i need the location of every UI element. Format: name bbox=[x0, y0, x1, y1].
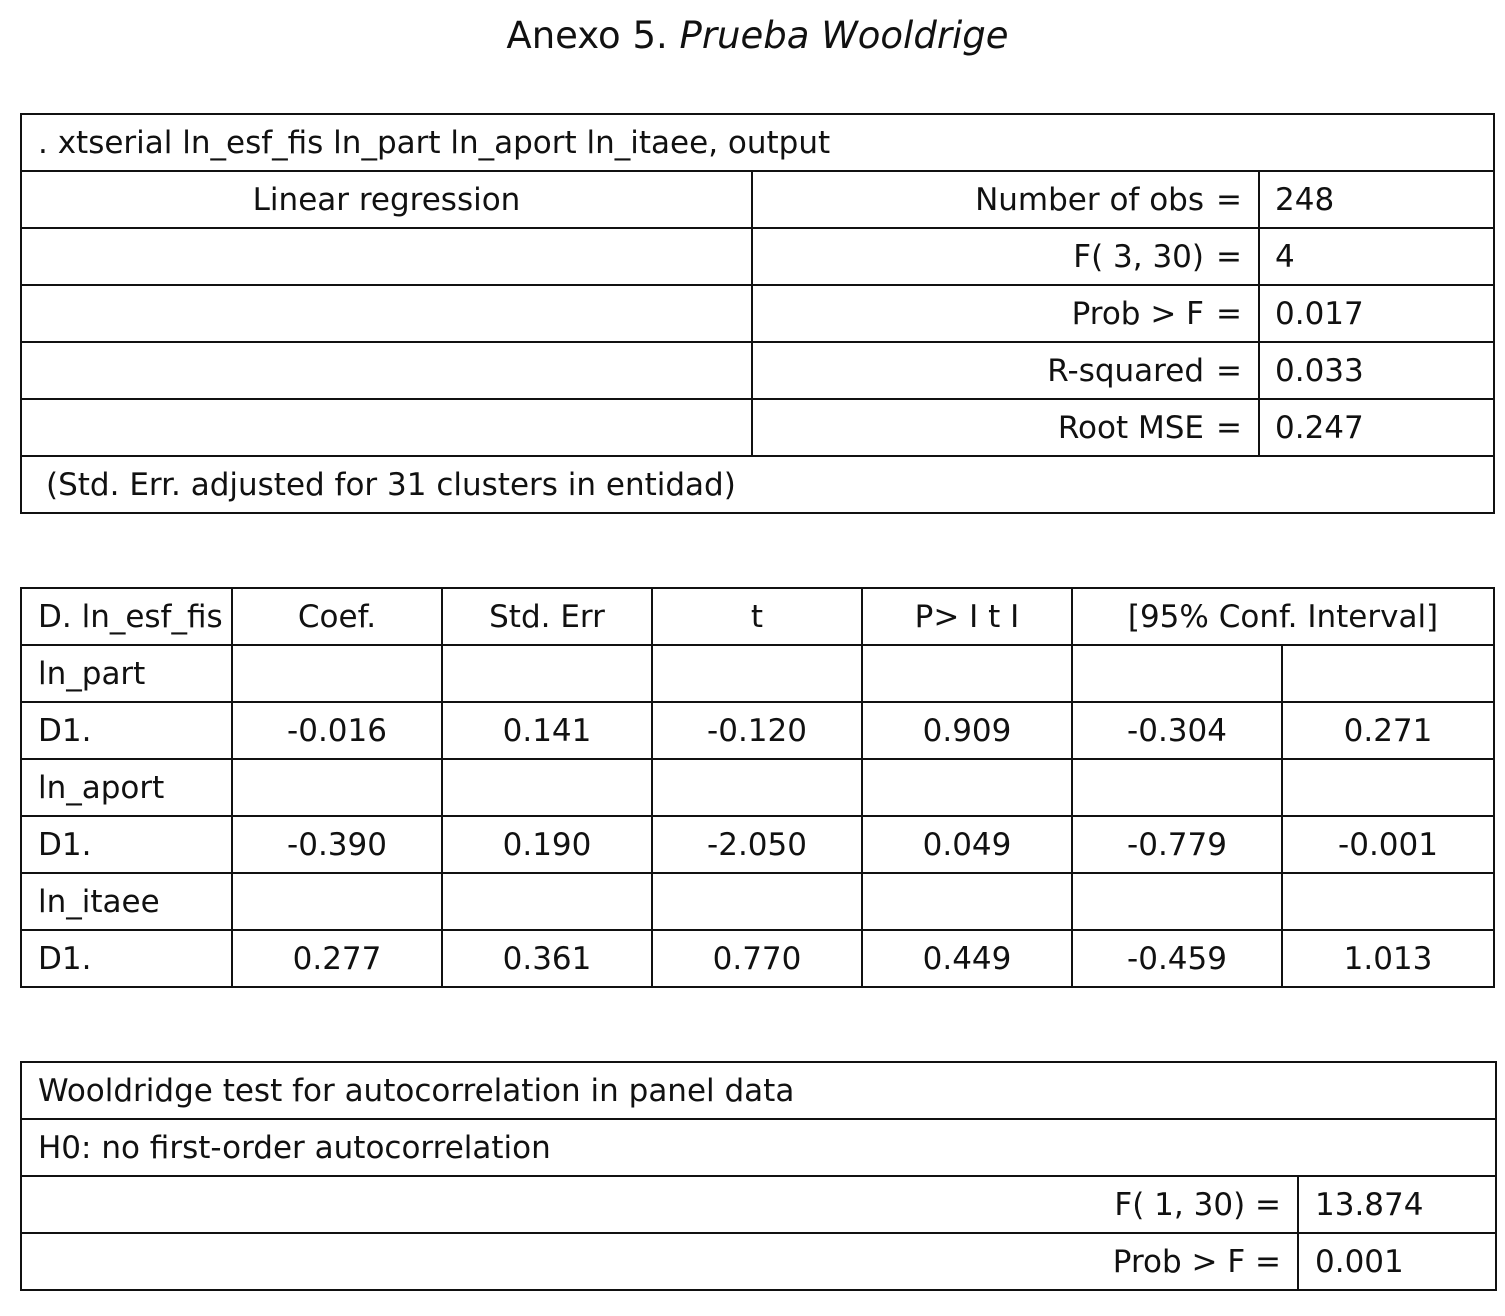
stat-equals: = bbox=[1216, 181, 1242, 218]
stat-label-cell bbox=[752, 285, 1259, 342]
variable-group-row bbox=[21, 645, 1494, 702]
stat-label: Number of obs bbox=[975, 181, 1204, 218]
stat-equals: = bbox=[1216, 238, 1242, 275]
variable-group-row bbox=[21, 759, 1494, 816]
empty-cell bbox=[652, 645, 862, 702]
ci-low-cell: -0.304 bbox=[1072, 702, 1282, 759]
header-t: t bbox=[652, 588, 862, 645]
empty-cell bbox=[652, 873, 862, 930]
variable-name: ln_itaee bbox=[21, 873, 232, 930]
t-cell: 0.770 bbox=[652, 930, 862, 987]
summary-stat-row bbox=[21, 228, 1494, 285]
empty-cell bbox=[862, 645, 1072, 702]
table-row bbox=[21, 702, 1494, 759]
summary-stat-row bbox=[21, 285, 1494, 342]
empty-cell bbox=[442, 873, 652, 930]
header-p-value: P> I t I bbox=[862, 588, 1072, 645]
coef-cell: 0.277 bbox=[232, 930, 442, 987]
test-stat-value: 13.874 bbox=[1298, 1176, 1496, 1233]
p-value-cell: 0.909 bbox=[862, 702, 1072, 759]
std-err-cell: 0.141 bbox=[442, 702, 652, 759]
ci-high-cell: -0.001 bbox=[1282, 816, 1494, 873]
row-label: D1. bbox=[21, 702, 232, 759]
empty-cell bbox=[1282, 645, 1494, 702]
ci-high-cell: 1.013 bbox=[1282, 930, 1494, 987]
empty-cell bbox=[1072, 873, 1282, 930]
command-row bbox=[21, 114, 1494, 171]
stat-label: R-squared bbox=[1047, 352, 1204, 389]
variable-group-row bbox=[21, 873, 1494, 930]
empty-cell bbox=[21, 399, 752, 456]
summary-stat-row bbox=[21, 342, 1494, 399]
header-coef: Coef. bbox=[232, 588, 442, 645]
p-value-cell: 0.049 bbox=[862, 816, 1072, 873]
stat-label: Root MSE bbox=[1057, 409, 1204, 446]
test-stat-label: Prob > F = bbox=[21, 1233, 1298, 1290]
stat-label-cell bbox=[752, 228, 1259, 285]
stat-value-cell: 0.033 bbox=[1259, 342, 1494, 399]
empty-cell bbox=[442, 645, 652, 702]
stat-label-cell bbox=[752, 171, 1259, 228]
empty-cell bbox=[21, 228, 752, 285]
title-prefix: Anexo 5. bbox=[506, 14, 680, 57]
stat-label: F( 3, 30) bbox=[1073, 238, 1204, 275]
header-std-err: Std. Err bbox=[442, 588, 652, 645]
ci-high-cell: 0.271 bbox=[1282, 702, 1494, 759]
empty-cell bbox=[1282, 873, 1494, 930]
coefficients-table bbox=[20, 587, 1495, 988]
empty-cell bbox=[21, 342, 752, 399]
row-label: D1. bbox=[21, 816, 232, 873]
test-stat-row bbox=[21, 1233, 1496, 1290]
empty-cell bbox=[21, 285, 752, 342]
note-row bbox=[21, 456, 1494, 513]
hypothesis-row bbox=[21, 1119, 1496, 1176]
summary-stat-row bbox=[21, 399, 1494, 456]
stat-value-cell: 248 bbox=[1259, 171, 1494, 228]
empty-cell bbox=[1072, 759, 1282, 816]
stat-label-cell bbox=[752, 342, 1259, 399]
t-cell: -0.120 bbox=[652, 702, 862, 759]
table-row bbox=[21, 930, 1494, 987]
p-value-cell: 0.449 bbox=[862, 930, 1072, 987]
coef-cell: -0.016 bbox=[232, 702, 442, 759]
command-cell: . xtserial ln_esf_fis ln_part ln_aport ln_itaee, output bbox=[21, 114, 1494, 171]
header-row bbox=[21, 588, 1494, 645]
summary-stat-row bbox=[21, 171, 1494, 228]
title-italic: Prueba Wooldrige bbox=[679, 14, 1009, 57]
row-label: D1. bbox=[21, 930, 232, 987]
null-hypothesis: H0: no first-order autocorrelation bbox=[21, 1119, 1496, 1176]
stat-equals: = bbox=[1216, 352, 1242, 389]
coef-cell: -0.390 bbox=[232, 816, 442, 873]
std-err-cell: 0.361 bbox=[442, 930, 652, 987]
stat-value-cell: 0.247 bbox=[1259, 399, 1494, 456]
ci-low-cell: -0.459 bbox=[1072, 930, 1282, 987]
header-dependent-var: D. ln_esf_fis bbox=[21, 588, 232, 645]
empty-cell bbox=[1282, 759, 1494, 816]
stat-value-cell: 0.017 bbox=[1259, 285, 1494, 342]
test-stat-value: 0.001 bbox=[1298, 1233, 1496, 1290]
regression-summary-table bbox=[20, 113, 1495, 514]
test-stat-label: F( 1, 30) = bbox=[21, 1176, 1298, 1233]
test-title: Wooldridge test for autocorrelation in panel data bbox=[21, 1062, 1496, 1119]
std-err-cell: 0.190 bbox=[442, 816, 652, 873]
variable-name: ln_aport bbox=[21, 759, 232, 816]
empty-cell bbox=[1072, 645, 1282, 702]
stat-equals: = bbox=[1216, 409, 1242, 446]
test-title-row bbox=[21, 1062, 1496, 1119]
empty-cell bbox=[652, 759, 862, 816]
empty-cell bbox=[232, 873, 442, 930]
stat-label-cell bbox=[752, 399, 1259, 456]
stat-value-cell: 4 bbox=[1259, 228, 1494, 285]
stat-equals: = bbox=[1216, 295, 1242, 332]
wooldridge-test-table bbox=[20, 1061, 1497, 1291]
page-title bbox=[0, 14, 1505, 57]
ci-low-cell: -0.779 bbox=[1072, 816, 1282, 873]
empty-cell bbox=[232, 759, 442, 816]
variable-name: ln_part bbox=[21, 645, 232, 702]
empty-cell bbox=[862, 873, 1072, 930]
empty-cell bbox=[442, 759, 652, 816]
stat-label: Prob > F bbox=[1071, 295, 1204, 332]
table-row bbox=[21, 816, 1494, 873]
model-type-cell: Linear regression bbox=[21, 171, 752, 228]
test-stat-row bbox=[21, 1176, 1496, 1233]
t-cell: -2.050 bbox=[652, 816, 862, 873]
empty-cell bbox=[232, 645, 442, 702]
clusters-note: (Std. Err. adjusted for 31 clusters in entidad) bbox=[21, 456, 1494, 513]
header-conf-interval: [95% Conf. Interval] bbox=[1072, 588, 1494, 645]
empty-cell bbox=[862, 759, 1072, 816]
